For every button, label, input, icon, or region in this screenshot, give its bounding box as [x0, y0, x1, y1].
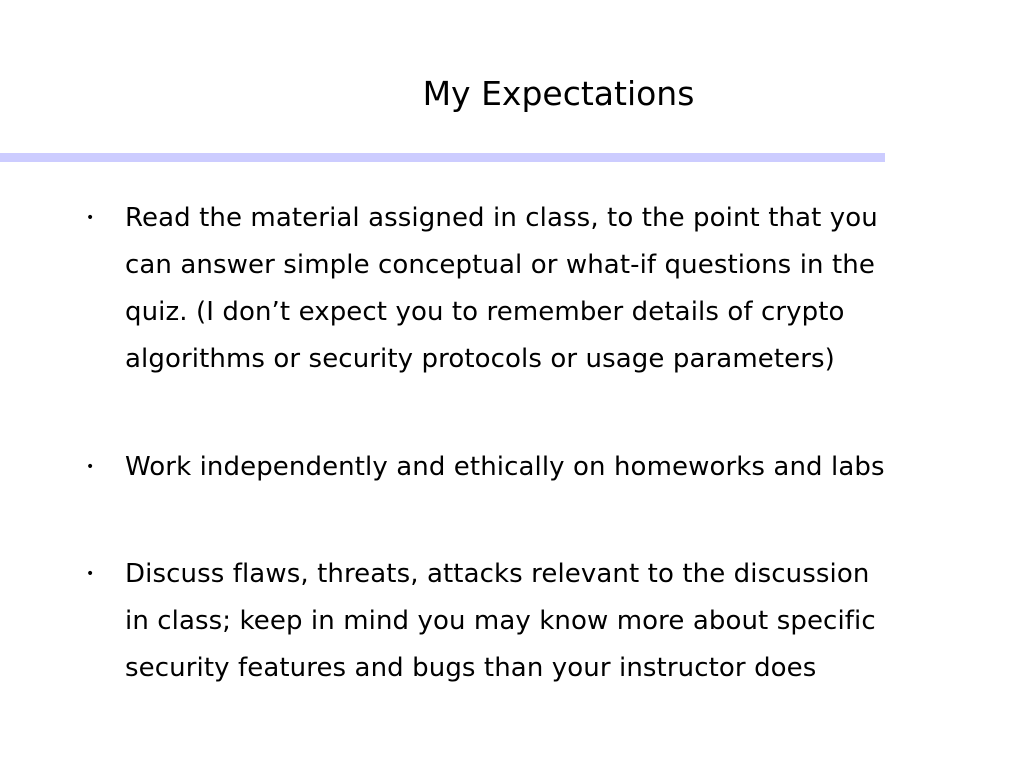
bullet-line: Work independently and ethically on homeworks and labs — [125, 452, 885, 482]
slide-title: My Expectations — [422, 74, 695, 113]
bullet-line: in class; keep in mind you may know more about specific — [125, 606, 876, 636]
title-underline-bar — [0, 153, 885, 162]
bullet-dot-icon: • — [86, 210, 95, 226]
bullet-line: quiz. (I don’t expect you to remember details of crypto — [125, 297, 845, 327]
bullet-line: security features and bugs than your instructor does — [125, 653, 817, 683]
bullet-line: Read the material assigned in class, to the point that you — [125, 203, 878, 233]
bullet-dot-icon: • — [86, 566, 95, 582]
bullet-line: algorithms or security protocols or usage parameters) — [125, 344, 835, 374]
bullet-line: can answer simple conceptual or what-if questions in the — [125, 250, 875, 280]
bullet-text — [125, 551, 1005, 692]
bullet-dot-icon: • — [86, 459, 95, 475]
bullet-text — [125, 444, 1005, 491]
bullet-text — [125, 195, 1005, 383]
bullet-line: Discuss flaws, threats, attacks relevant to the discussion — [125, 559, 870, 589]
